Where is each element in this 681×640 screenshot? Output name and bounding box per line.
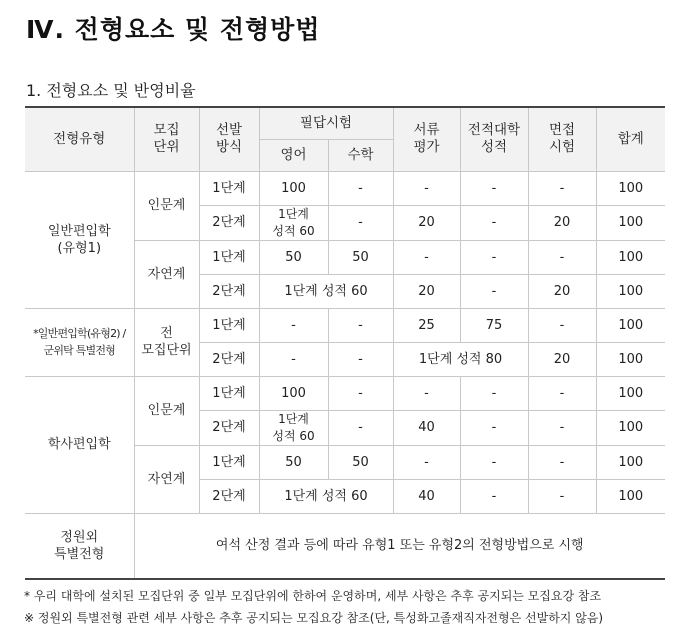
quota-description: 여석 산정 결과 등에 따라 유형1 또는 유형2의 전형방법으로 시행: [134, 513, 665, 579]
total-cell: 100: [596, 445, 665, 479]
stage-cell: 1단계: [199, 308, 259, 342]
interview-cell: -: [528, 240, 596, 274]
docs-cell: 25: [393, 308, 460, 342]
interview-cell: 20: [528, 274, 596, 308]
group-general: 일반편입학 (유형1): [25, 171, 134, 308]
docs-cell: -: [393, 445, 460, 479]
docs-cell: 40: [393, 479, 460, 513]
written-combined-cell: 1단계 성적 60: [259, 274, 393, 308]
grades-cell: -: [460, 240, 528, 274]
page-title: Ⅳ. 전형요소 및 전형방법: [26, 15, 321, 44]
unit-all: 전 모집단위: [134, 308, 199, 376]
interview-cell: -: [528, 171, 596, 205]
table-row: [25, 513, 665, 579]
grades-cell: -: [460, 445, 528, 479]
header-interview: 면접 시험: [528, 107, 596, 171]
math-cell: -: [328, 308, 393, 342]
header-type: 전형유형: [25, 107, 134, 171]
section-title: 1. 전형요소 및 반영비율: [26, 81, 196, 100]
math-cell: 50: [328, 445, 393, 479]
table-row: [25, 308, 665, 342]
docs-cell: -: [393, 171, 460, 205]
grades-cell: -: [460, 479, 528, 513]
header-prior-grades: 전적대학 성적: [460, 107, 528, 171]
interview-cell: 20: [528, 205, 596, 240]
header-written-exam: 필답시험: [259, 107, 393, 139]
stage-cell: 2단계: [199, 274, 259, 308]
math-cell: -: [328, 410, 393, 445]
interview-cell: -: [528, 410, 596, 445]
math-cell: -: [328, 376, 393, 410]
docs-cell: -: [393, 240, 460, 274]
grades-cell: -: [460, 171, 528, 205]
grades-cell: -: [460, 274, 528, 308]
group-quota: 정원외 특별전형: [25, 513, 134, 579]
header-unit: 모집 단위: [134, 107, 199, 171]
interview-cell: -: [528, 376, 596, 410]
footnotes: [24, 585, 603, 629]
header-method: 선발 방식: [199, 107, 259, 171]
grades-cell: 75: [460, 308, 528, 342]
grades-cell: -: [460, 376, 528, 410]
unit-science: 자연계: [134, 445, 199, 513]
docs-cell: 40: [393, 410, 460, 445]
header-math: 수학: [328, 139, 393, 171]
unit-humanities: 인문계: [134, 171, 199, 240]
table-row: [25, 376, 665, 410]
docs-cell: 20: [393, 274, 460, 308]
stage-cell: 1단계: [199, 240, 259, 274]
english-cell: 100: [259, 376, 328, 410]
math-cell: -: [328, 342, 393, 376]
english-cell: -: [259, 308, 328, 342]
english-cell: -: [259, 342, 328, 376]
grades-cell: -: [460, 205, 528, 240]
total-cell: 100: [596, 342, 665, 376]
interview-cell: 20: [528, 342, 596, 376]
total-cell: 100: [596, 171, 665, 205]
total-cell: 100: [596, 308, 665, 342]
stage-cell: 1단계: [199, 445, 259, 479]
header-total: 합계: [596, 107, 665, 171]
stage-cell: 2단계: [199, 342, 259, 376]
group-bachelor: 학사편입학: [25, 376, 134, 513]
math-cell: -: [328, 171, 393, 205]
stage-cell: 2단계: [199, 410, 259, 445]
total-cell: 100: [596, 479, 665, 513]
grades-cell: -: [460, 410, 528, 445]
selection-table: [25, 106, 665, 580]
english-cell: 50: [259, 240, 328, 274]
interview-cell: -: [528, 479, 596, 513]
header-documents: 서류 평가: [393, 107, 460, 171]
stage-cell: 1단계: [199, 376, 259, 410]
footnote: ※ 정원외 특별전형 관련 세부 사항은 추후 공지되는 모집요강 참조(단, 특성화고졸재직자전형은 선발하지 않음): [24, 611, 604, 625]
stage-cell: 2단계: [199, 479, 259, 513]
english-cell: 1단계 성적 60: [259, 205, 328, 240]
group-special: *일반편입학(유형2) / 군위탁 특별전형: [25, 308, 134, 376]
docs-cell: 20: [393, 205, 460, 240]
interview-cell: -: [528, 445, 596, 479]
total-cell: 100: [596, 274, 665, 308]
header-english: 영어: [259, 139, 328, 171]
written-combined-cell: 1단계 성적 60: [259, 479, 393, 513]
unit-humanities: 인문계: [134, 376, 199, 445]
docs-cell: -: [393, 376, 460, 410]
math-cell: -: [328, 205, 393, 240]
total-cell: 100: [596, 410, 665, 445]
footnote: * 우리 대학에 설치된 모집단위 중 일부 모집단위에 한하여 운영하며, 세부 사항은 추후 공지되는 모집요강 참조: [24, 589, 602, 603]
total-cell: 100: [596, 205, 665, 240]
interview-cell: -: [528, 308, 596, 342]
stage-cell: 2단계: [199, 205, 259, 240]
math-cell: 50: [328, 240, 393, 274]
docs-grades-combined-cell: 1단계 성적 80: [393, 342, 528, 376]
english-cell: 50: [259, 445, 328, 479]
table-row: [25, 171, 665, 205]
english-cell: 1단계 성적 60: [259, 410, 328, 445]
stage-cell: 1단계: [199, 171, 259, 205]
total-cell: 100: [596, 376, 665, 410]
total-cell: 100: [596, 240, 665, 274]
unit-science: 자연계: [134, 240, 199, 308]
english-cell: 100: [259, 171, 328, 205]
